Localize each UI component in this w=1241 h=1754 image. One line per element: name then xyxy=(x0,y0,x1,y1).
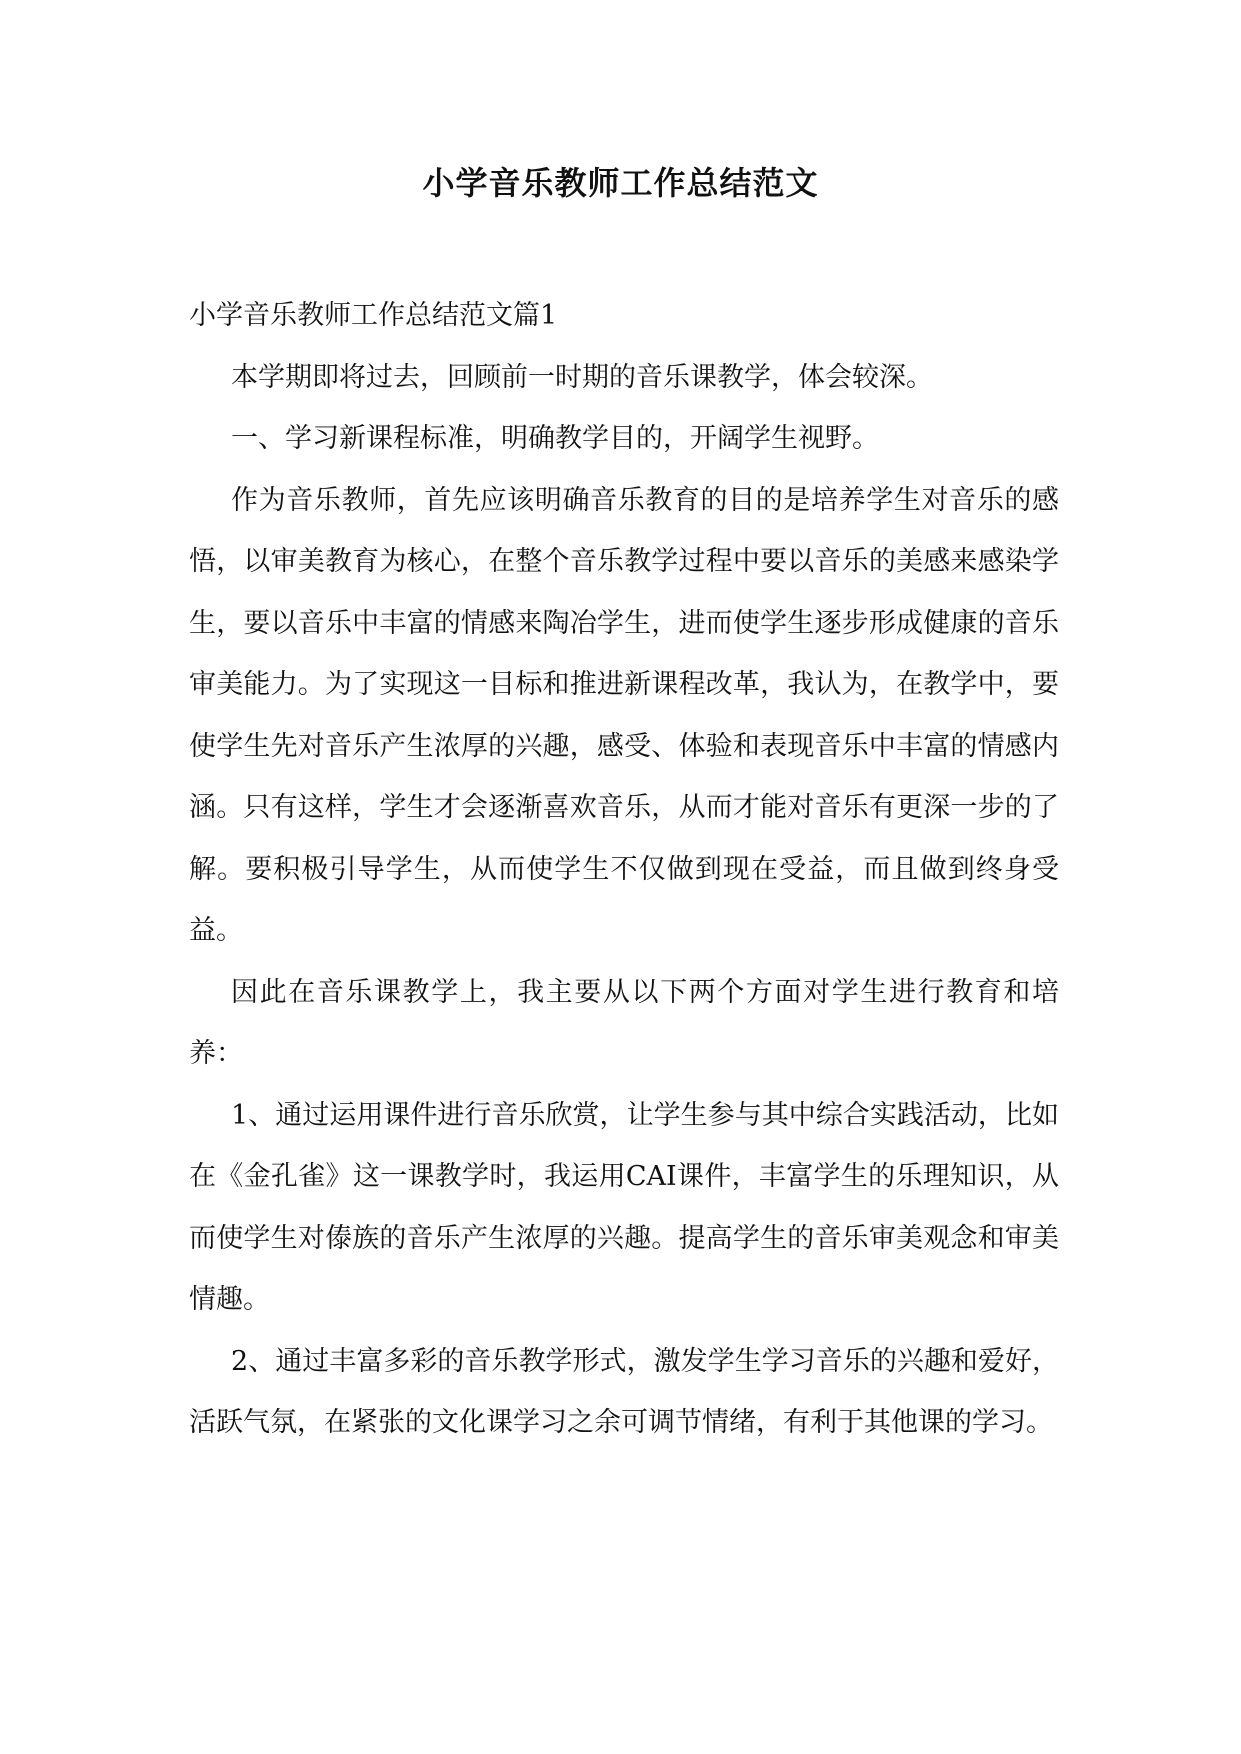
paragraph: 因此在音乐课教学上，我主要从以下两个方面对学生进行教育和培养： xyxy=(189,976,1059,1069)
paragraph: 1、通过运用课件进行音乐欣赏，让学生参与其中综合实践活动，比如在《金孔雀》这一课教学时，我运用CAI课件，丰富学生的乐理知识，从而使学生对傣族的音乐产生浓厚的兴趣。提高学生的音乐审美观念和审美情趣。 xyxy=(189,1099,1059,1315)
document-title: 小学音乐教师工作总结范文 xyxy=(422,164,819,202)
paragraph: 2、通过丰富多彩的音乐教学形式，激发学生学习音乐的兴趣和爱好，活跃气氛，在紧张的文化课学习之余可调节情绪，有利于其他课的学习。 xyxy=(189,1345,1059,1438)
paragraph: 作为音乐教师，首先应该明确音乐教育的目的是培养学生对音乐的感悟，以审美教育为核心，在整个音乐教学过程中要以音乐的美感来感染学生，要以音乐中丰富的情感来陶冶学生，进而使学生逐步形成健康的音乐审美能力。为了实现这一目标和推进新课程改革，我认为，在教学中，要使学生先对音乐产生浓厚的兴趣，感受、体验和表现音乐中丰富的情感内涵。只有这样，学生才会逐渐喜欢音乐，从而才能对音乐有更深一步的了解。要积极引导学生，从而使学生不仅做到现在受益，而且做到终身受益。 xyxy=(189,484,1059,946)
paragraph: 一、学习新课程标准，明确教学目的，开阔学生视野。 xyxy=(231,423,879,454)
section-heading: 小学音乐教师工作总结范文篇1 xyxy=(189,300,558,331)
document-body xyxy=(189,285,1059,1454)
paragraph: 本学期即将过去，回顾前一时期的音乐课教学，体会较深。 xyxy=(231,361,933,393)
